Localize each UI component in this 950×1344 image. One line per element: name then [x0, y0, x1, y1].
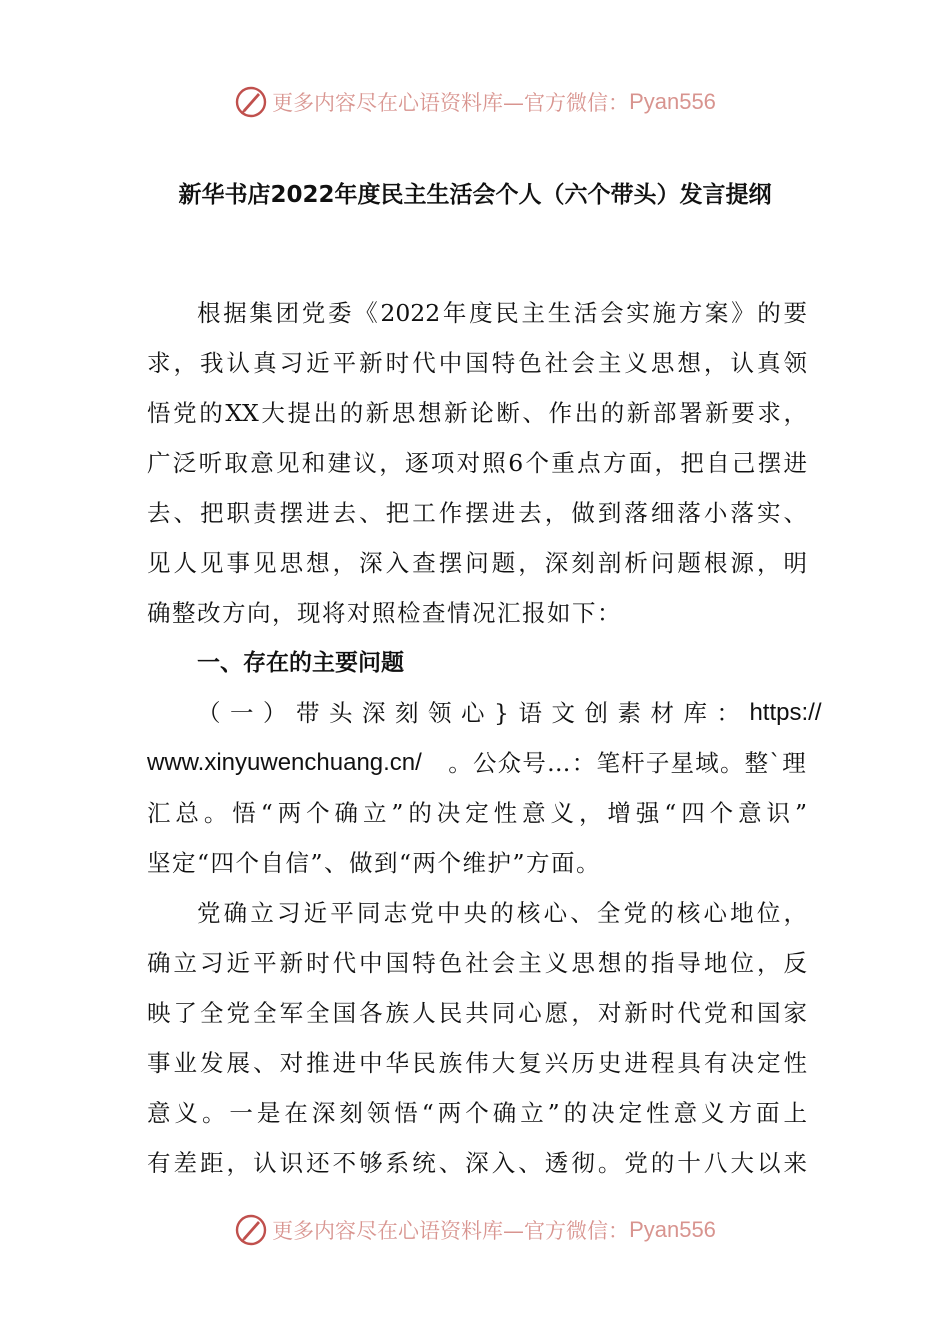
body-line: 确整改方向，现将对照检查情况汇报如下：: [147, 599, 622, 627]
body-line: 汇总。悟“两个确立”的决定性意义，增强“四个意识”: [147, 799, 807, 827]
quill-logo-icon: [234, 1213, 268, 1247]
subsection-line: [197, 698, 822, 728]
body-line: 去、把职责摆进去、把工作摆进去，做到落细落小落实、: [147, 499, 807, 527]
body-line: 广泛听取意见和建议，逐项对照6个重点方面，把自己摆进: [147, 449, 807, 477]
watermark-text: 更多内容尽在心语资料库—官方微信：: [272, 91, 630, 115]
subsection-heading: （一）带头深刻领心}语文创素材库：: [197, 699, 750, 727]
body-line: 坚定“四个自信”、做到“两个维护”方面。: [147, 849, 602, 877]
header-watermark: [0, 82, 950, 122]
watermark-wechat-id: Pyan556: [629, 89, 716, 114]
body-line: 见人见事见思想，深入查摆问题，深刻剖析问题根源，明: [147, 549, 807, 577]
body-line: 有差距，认识还不够系统、深入、透彻。党的十八大以来: [147, 1149, 807, 1177]
body-line: 事业发展、对推进中华民族伟大复兴历史进程具有决定性: [147, 1049, 807, 1077]
body-line: 意义。一是在深刻领悟“两个确立”的决定性意义方面上: [147, 1099, 807, 1127]
footer-watermark: [0, 1210, 950, 1250]
body-line: 确立习近平新时代中国特色社会主义思想的指导地位，反: [147, 949, 807, 977]
watermark-text: 更多内容尽在心语资料库—官方微信：: [272, 1219, 630, 1243]
section-heading: 一、存在的主要问题: [197, 650, 404, 676]
body-line: 求，我认真习近平新时代中国特色社会主义思想，认真领: [147, 349, 807, 377]
watermark-wechat-id: Pyan556: [629, 1217, 716, 1242]
body-line: 根据集团党委《2022年度民主生活会实施方案》的要: [197, 299, 807, 327]
body-line: 党确立习近平同志党中央的核心、全党的核心地位，: [197, 899, 807, 927]
url-line: [147, 748, 807, 778]
url-part-2: www.xinyuwenchuang.cn/: [147, 749, 422, 776]
quill-logo-icon: [234, 85, 268, 119]
body-line: 悟党的XX大提出的新思想新论断、作出的新部署新要求，: [147, 399, 807, 427]
body-line: 映了全党全军全国各族人民共同心愿，对新时代党和国家: [147, 999, 807, 1027]
url-part-1: https://: [749, 699, 822, 726]
document-title: 新华书店2022年度民主生活会个人（六个带头）发言提纲: [178, 182, 772, 208]
body-line-tail: 。公众号…：笔杆子星域。整`理: [448, 749, 807, 777]
